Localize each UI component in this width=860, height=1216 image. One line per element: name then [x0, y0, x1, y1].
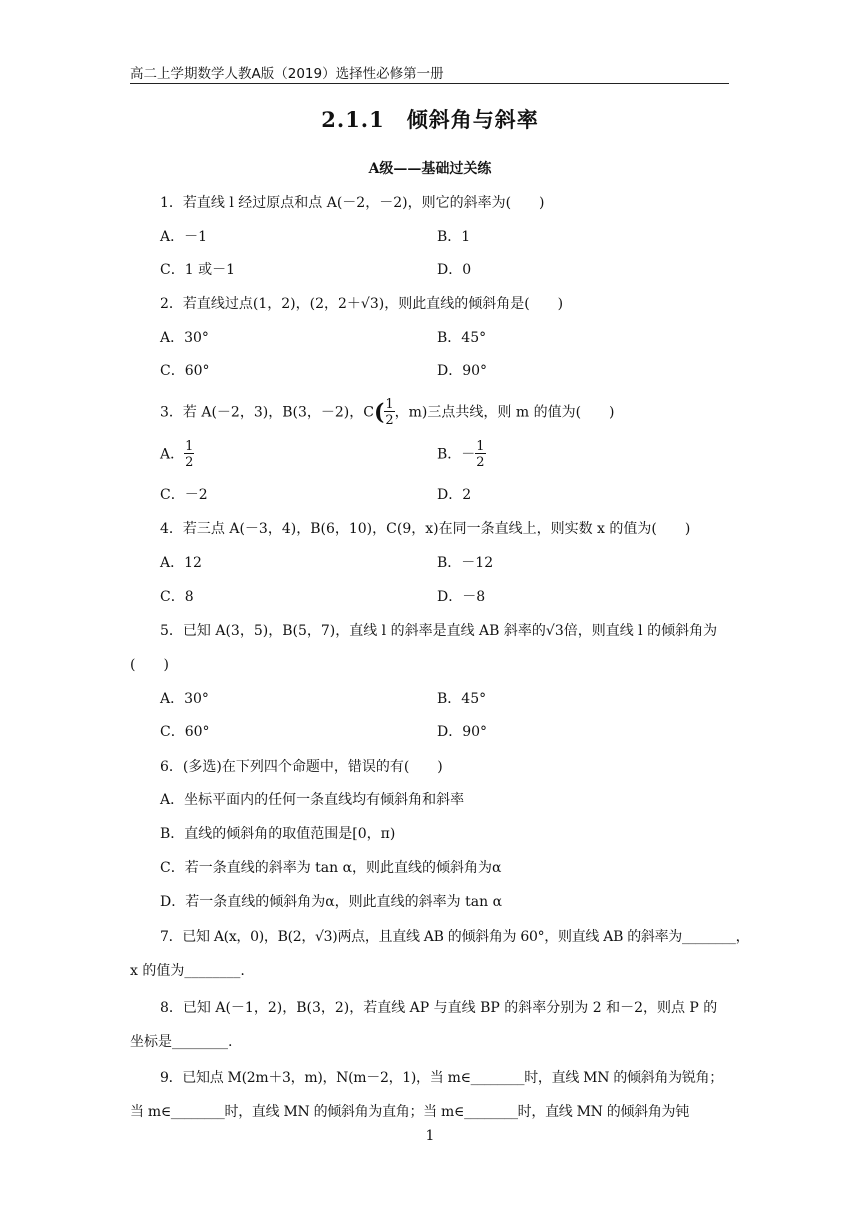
question-6-option-d: D．若一条直线的倾斜角为α，则此直线的斜率为 tan α — [160, 894, 503, 910]
question-5-stem: 5．已知 A(3，5)，B(5，7)，直线 l 的斜率是直线 AB 斜率的√3倍，则直线 l 的倾斜角为 — [160, 623, 718, 639]
question-4-option-c: C．8 — [160, 589, 194, 605]
question-7-line-2: x 的值为________. — [130, 963, 245, 979]
page-header: 高二上学期数学人教A版（2019）选择性必修第一册 — [130, 66, 444, 82]
fraction-numerator: 1 — [185, 439, 194, 454]
question-5-option-d: D．90° — [437, 724, 488, 740]
question-2-stem: 2．若直线过点(1，2)，(2，2＋√3)，则此直线的倾斜角是( ) — [160, 296, 564, 312]
option-a-fraction — [184, 440, 194, 469]
question-4-option-a: A．12 — [160, 555, 202, 571]
fraction-denominator: 2 — [385, 413, 394, 428]
question-6-option-b: B．直线的倾斜角的取值范围是[0，π) — [160, 826, 396, 842]
question-3-stem-start: 3．若 A(－2，3)，B(3，－2)，C — [160, 404, 374, 421]
question-5-stem-continued: ( ) — [130, 657, 169, 673]
question-5-option-b: B．45° — [437, 691, 487, 707]
question-3-option-d: D．2 — [437, 487, 472, 503]
page-title: 2.1.1 倾斜角与斜率 — [321, 107, 539, 132]
question-8-line-2: 坐标是________. — [130, 1034, 233, 1050]
question-1-option-c: C．1 或－1 — [160, 262, 235, 278]
question-4-option-d: D．－8 — [437, 589, 486, 605]
question-5-option-c: C．60° — [160, 724, 210, 740]
point-c-rest: ，m) — [394, 404, 428, 421]
question-6-stem: 6．(多选)在下列四个命题中，错误的有( ) — [160, 759, 443, 775]
question-1-option-a: A．－1 — [160, 229, 208, 245]
fraction-numerator: 1 — [385, 397, 394, 412]
page-number: 1 — [425, 1128, 435, 1144]
question-2-option-d: D．90° — [437, 363, 488, 379]
question-6-option-a: A．坐标平面内的任何一条直线均有倾斜角和斜率 — [160, 792, 465, 808]
question-4-stem: 4．若三点 A(－3，4)，B(6，10)，C(9，x)在同一条直线上，则实数 x 的值为( ) — [160, 521, 691, 537]
fraction-denominator: 2 — [185, 455, 194, 470]
question-9-line-1: 9．已知点 M(2m＋3，m)，N(m－2，1)，当 m∈________时，直线 MN 的倾斜角为锐角； — [160, 1070, 723, 1086]
header-divider — [130, 83, 729, 84]
option-b-label: B．－ — [437, 446, 476, 463]
question-8-line-1: 8．已知 A(－1，2)，B(3，2)，若直线 AP 与直线 BP 的斜率分别为 2 和－2，则点 P 的 — [160, 1000, 718, 1016]
question-2-option-b: B．45° — [437, 330, 487, 346]
question-3-option-b — [437, 440, 486, 469]
question-3-option-a — [160, 440, 194, 469]
question-3-option-c: C．－2 — [160, 487, 208, 503]
question-1-stem: 1．若直线 l 经过原点和点 A(－2，－2)，则它的斜率为( ) — [160, 195, 545, 211]
fraction-denominator: 2 — [476, 455, 485, 470]
question-2-option-a: A．30° — [160, 330, 209, 346]
question-5-option-a: A．30° — [160, 691, 209, 707]
option-b-fraction — [475, 440, 485, 469]
point-c-open: ( — [373, 399, 385, 426]
point-c-fraction — [384, 398, 394, 427]
fraction-numerator: 1 — [476, 439, 485, 454]
option-a-label: A． — [160, 446, 185, 463]
question-9-line-2: 当 m∈________时，直线 MN 的倾斜角为直角；当 m∈________时，直线 MN 的倾斜角为钝 — [130, 1104, 689, 1120]
question-3-stem — [160, 398, 615, 427]
question-1-option-d: D．0 — [437, 262, 472, 278]
question-7-line-1: 7．已知 A(x，0)，B(2，√3)两点，且直线 AB 的倾斜角为 60°，则直线 AB 的斜率为________， — [160, 929, 750, 945]
question-6-option-c: C．若一条直线的斜率为 tan α，则此直线的倾斜角为α — [160, 860, 502, 876]
question-3-stem-end: 三点共线，则 m 的值为( ) — [427, 404, 615, 421]
question-4-option-b: B．－12 — [437, 555, 494, 571]
question-1-option-b: B．1 — [437, 229, 471, 245]
section-heading: A级——基础过关练 — [368, 161, 492, 177]
question-2-option-c: C．60° — [160, 363, 210, 379]
